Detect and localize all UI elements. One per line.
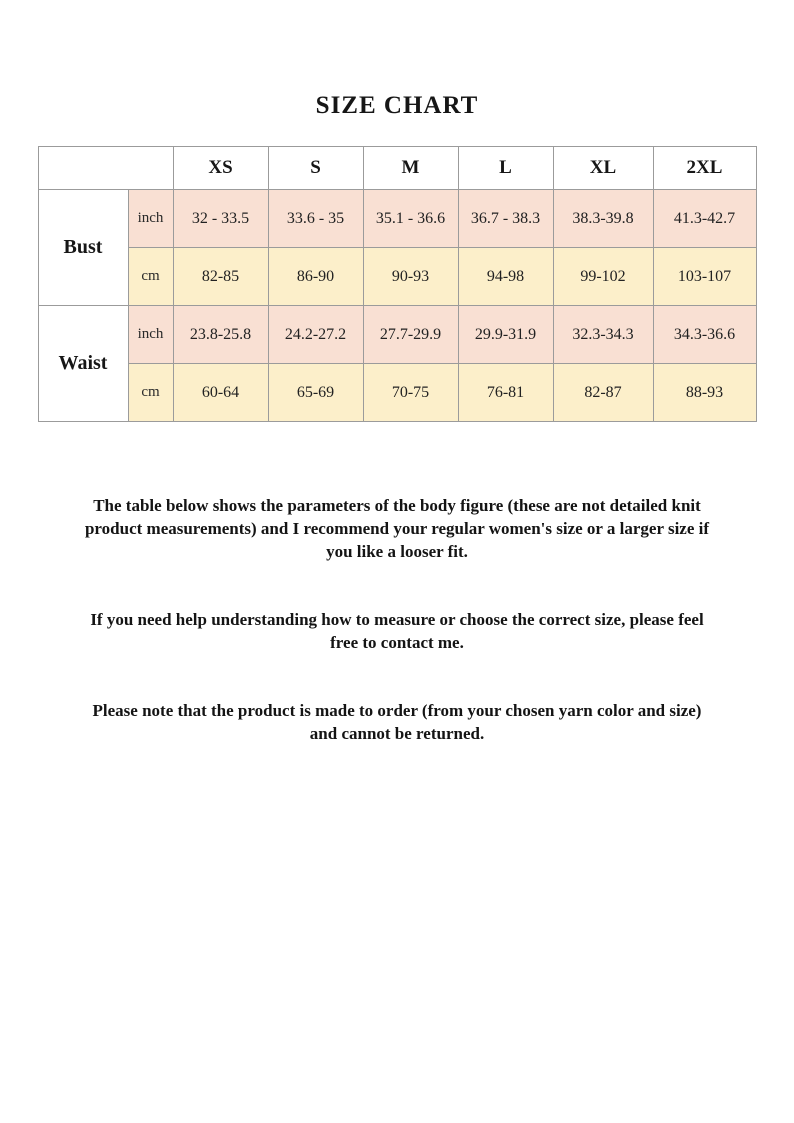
- value-bust-cm-2xl: 103-107: [653, 248, 756, 306]
- note-paragraph-body-figure: The table below shows the parameters of the body figure (these are not detailed knit product measurements) and I recommend your regular women's size or a larger size if you like a looser fit.: [84, 496, 710, 561]
- value-waist-inch-l: 29.9-31.9: [458, 306, 553, 364]
- size-header-l: L: [458, 147, 553, 190]
- unit-label-inch: inch: [128, 306, 173, 364]
- table-header-row: [38, 147, 756, 190]
- unit-label-cm: cm: [128, 364, 173, 422]
- size-header-m: M: [363, 147, 458, 190]
- value-bust-inch-xl: 38.3-39.8: [553, 190, 653, 248]
- value-waist-cm-s: 65-69: [268, 364, 363, 422]
- measure-label-waist: Waist: [38, 306, 128, 422]
- size-header-2xl: 2XL: [653, 147, 756, 190]
- notes-section: [77, 494, 717, 745]
- table-row-waist-inch: [38, 306, 756, 364]
- value-waist-inch-2xl: 34.3-36.6: [653, 306, 756, 364]
- value-waist-inch-m: 27.7-29.9: [363, 306, 458, 364]
- size-header-xl: XL: [553, 147, 653, 190]
- measure-label-bust: Bust: [38, 190, 128, 306]
- value-waist-inch-xl: 32.3-34.3: [553, 306, 653, 364]
- value-bust-inch-xs: 32 - 33.5: [173, 190, 268, 248]
- value-waist-inch-xs: 23.8-25.8: [173, 306, 268, 364]
- value-bust-inch-s: 33.6 - 35: [268, 190, 363, 248]
- value-bust-inch-2xl: 41.3-42.7: [653, 190, 756, 248]
- value-bust-cm-xs: 82-85: [173, 248, 268, 306]
- value-bust-inch-m: 35.1 - 36.6: [363, 190, 458, 248]
- size-chart-table: [38, 146, 757, 422]
- value-bust-cm-xl: 99-102: [553, 248, 653, 306]
- value-waist-cm-m: 70-75: [363, 364, 458, 422]
- note-paragraph-contact: If you need help understanding how to measure or choose the correct size, please feel free to contact me.: [90, 610, 704, 652]
- value-bust-cm-s: 86-90: [268, 248, 363, 306]
- table-row-waist-cm: [38, 364, 756, 422]
- table-row-bust-cm: [38, 248, 756, 306]
- size-header-s: S: [268, 147, 363, 190]
- value-waist-cm-xl: 82-87: [553, 364, 653, 422]
- corner-cell: [38, 147, 173, 190]
- unit-label-cm: cm: [128, 248, 173, 306]
- page-title: SIZE CHART: [315, 92, 479, 119]
- value-waist-cm-xs: 60-64: [173, 364, 268, 422]
- value-bust-cm-l: 94-98: [458, 248, 553, 306]
- value-bust-inch-l: 36.7 - 38.3: [458, 190, 553, 248]
- value-waist-cm-2xl: 88-93: [653, 364, 756, 422]
- size-header-xs: XS: [173, 147, 268, 190]
- unit-label-inch: inch: [128, 190, 173, 248]
- value-waist-inch-s: 24.2-27.2: [268, 306, 363, 364]
- note-paragraph-made-to-order: Please note that the product is made to order (from your chosen yarn color and size) and cannot be returned.: [92, 701, 702, 743]
- value-waist-cm-l: 76-81: [458, 364, 553, 422]
- table-row-bust-inch: [38, 190, 756, 248]
- value-bust-cm-m: 90-93: [363, 248, 458, 306]
